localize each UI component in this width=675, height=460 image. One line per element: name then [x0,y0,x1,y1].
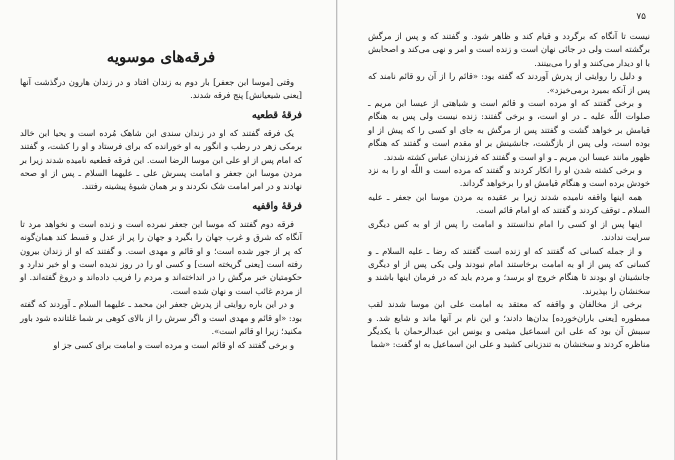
paragraph: و برخی گفتند که او قائم است و مرده است و امامت برای کسی جز او [53,339,294,350]
chapter-title: فرقه‌های موسویه [106,48,216,66]
section-heading-qatiyya: فرقهٔ قطعیه [251,109,302,121]
paragraph: یک فرقه گفتند که او در زندان سندی ابن شاهک مُرده است و یحیا ابن خالد برمکی زهر در رطب و انگور به او خورانده که برای فرستاد و او را کشت، و گفتند که امام پس از او علی ابن موسا الرضا است. این فرقه قطعیه نامیده شدند زیرا بر مردن موسا ابن جعفر و امامت پسرش علی ـ علیهما السلام ـ پس از او صحه نهادند و در امر امامت شک نکردند و بر همان شیوهٔ پیشینه رفتند. [20,127,302,192]
section-heading-waqifiyya: فرقهٔ واقفیه [252,200,302,212]
paragraph: و برخی گفتند که او مرده است و قائم است و شباهتی از عیسا ابن مریم ـ صلوات اللّه علیه ـ در او است، و برخی گفتند: زنده نیست ولی پس به هنگام قیامش بر خواهد گشت و گفتند پس از مرگش به جای او کسی را که پیش از او بوده است، ولی پس از بازگشت، جانشینش بر او مقدم است و گفتند که هنگام ظهور مانند عیسا ابن مریم ـ و او است و گفتند که فرزندان عباس کشته شدند. [368,98,650,162]
paragraph: برخی از مخالفان و واقفه که معتقد به امامت علی ابن موسا شدند لقب ممطوره [یعنی باران‌خورده] بدان‌ها دادند؛ و این نام بر آنها ماند و شایع شد. و سببش آن بود که علی ابن اسماعیل میثمی و یونس ابن عبدالرحمان با یکدیگر مناظره کردند و سخنشان به تندزبانی کشید و علی ابن اسماعیل به او گفت: «شما [368,299,650,350]
intro-paragraph: وقتی [موسا ابن جعفر] بار دوم به زندان افتاد و در زندان هارون درگذشت آنها [یعنی شیعیانش] پنج فرقه شدند. [20,77,302,101]
paragraph: همه اینها واقفه نامیده شدند زیرا بر عقیده به مردن موسا ابن جعفر ـ علیه السلام ـ توقف کردند و گفتند که او امام قائم است. [368,191,650,216]
left-page-body [20,48,302,352]
paragraph: فرقه دوم گفتند که موسا ابن جعفر نمرده است و زنده است و نخواهد مرد تا آنگاه که شرق و غرب جهان را بگیرد و جهان را پر از عدل و قسط کند همان‌گونه که پر از جور شده است؛ و او قائم و مهدی است. و گفتند که او از زندان بیرون رفته است [یعنی گریخته است] و کسی او را در روز ندیده است و او خبر ندارد و حکومتیان خبر مرگش را در انداخته‌اند و مردم را فریب داده‌اند و دروغ گفته‌اند. او از مردم غائب است و نهان شده است. [20,218,302,296]
paragraph: اینها پس از او کسی را امام ندانستند و امامت را پس از او به کس دیگری سرایت ندادند. [368,218,650,243]
paragraph: و دلیل را روایتی از پدرش آوردند که گفته بود: «قائم را از آن رو قائم نامند که پس از آنکه بمیرد برمی‌خیزد». [368,71,650,95]
left-page [0,0,337,460]
paragraph: و برخی کشته شدن او را انکار کردند و گفتند که مرده است و اللّه او را به نزد خودش برده است و هنگام قیامش او را برخواهد گرداند. [368,165,650,189]
right-page-body [368,30,650,352]
right-page [337,0,674,460]
paragraph: نیست تا آنگاه که برگردد و قیام کند و ظاهر شود. و گفتند که و پس از مرگش برگشته است ولی در جائی نهان است و زنده است و امر و نهی می‌کند و اصحابش با او دیدار می‌کنند و او را می‌بینند. [368,31,650,68]
paragraph: و از جمله کسانی که گفتند که او زنده است گفتند که رضا ـ علیه السلام ـ و کسانی که پس از او به امامت برخاستند امام نبودند ولی یکی پس از او دیگری جانشینان او بودند تا هنگام خروج او برسد؛ و مردم باید که در فرمان اینها باشند و سخنشان را بپذیرند. [368,245,650,296]
page-number: ۷۵ [636,12,646,22]
paragraph: و در این باره روایتی از پدرش جعفر ابن محمد ـ علیهما السلام ـ آوردند که گفته بود: «او قائم و مهدی است و اگر سرش را از بالای کوهی بر شما غلتانده شود باور مکنید؛ زیرا او قائم است». [20,299,302,337]
